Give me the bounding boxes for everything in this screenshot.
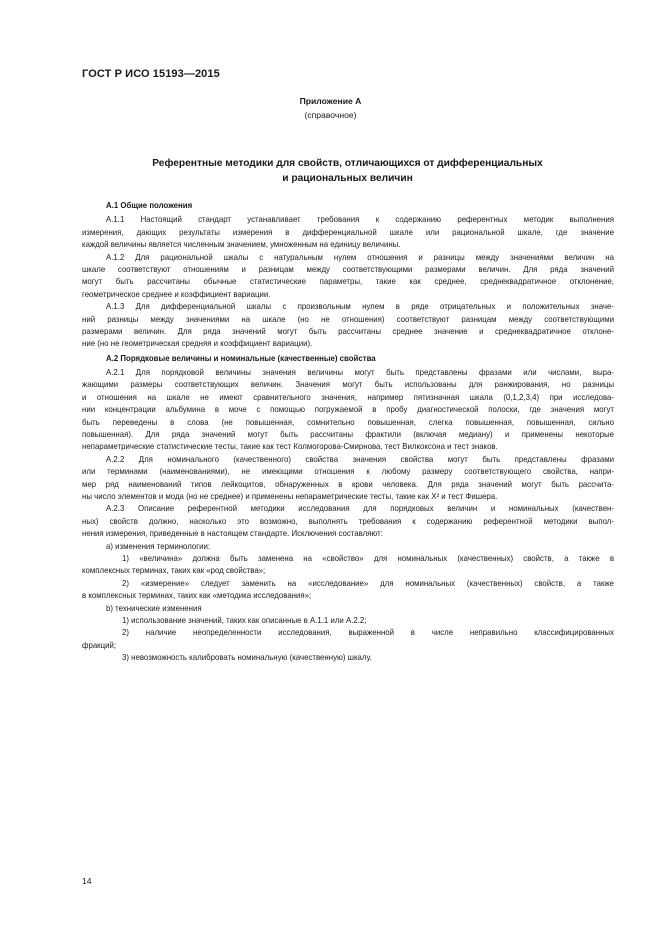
text-line: 1) использование значений, таких как описанные в А.1.1 или А.2.2; [122, 615, 367, 625]
text-line: b) технические изменения [106, 603, 202, 613]
text-line: А.2.2 Для номинального (качественного) свойства значения свойства могут быть представлены фразами [106, 454, 614, 464]
text-line: ний разницы между значениями на шкале (но не отношения) соответствуют разницам между соответствующими [82, 314, 614, 324]
text-line: 2) «измерение» следует заменить на «исследование» для номинальных (качественных) свойств, а также [122, 578, 614, 588]
text-line: шкале соответствуют отношениям и разницам между соответствующими размерами величин. Для ряда значений [82, 264, 614, 274]
text-line: А.1.3 Для дифференциальной шкалы с произвольным нулем в ряде отрицательных и положительных значе- [106, 302, 614, 312]
section-heading: А.2 Порядковые величины и номинальные (качественные) свойства [106, 353, 376, 363]
annex-heading [100, 156, 595, 186]
annex-type: (справочное) [304, 110, 357, 120]
text-line: а) изменения терминологии: [106, 541, 211, 551]
text-line: размерами величин. Для ряда значений могут быть рассчитаны среднее значение и среднеквадратичное отклоне- [82, 326, 614, 336]
text-line: быть переведены в слова (не повышенная, сомнительно повышенная, слегка повышенная, повышенная, сильно [82, 417, 614, 427]
text-line: непараметрические статистические тесты, такие как тест Колмогорова-Смирнова, тест Вилкоксона и тест знаков. [82, 442, 498, 452]
text-line: фракций; [82, 640, 117, 650]
text-line: жающими размеры соответствующих величин. Значения могут быть использованы для ранжирования, но разницы [82, 380, 614, 390]
text-line: каждой величины является численным значением, умноженным на единицу величины. [82, 240, 401, 250]
annex-heading-line-1: Референтные методики для свойств, отличающихся от дифференциальных [152, 158, 543, 169]
annex-heading-line-2: и рациональных величин [282, 173, 413, 184]
text-line: могут быть рассчитаны обычные статистические параметры, такие как среднее, среднеквадратичное отклонение, [82, 277, 614, 287]
text-line: и отношения на шкале не имеют сравнительного значения, например пятизначная шкала (0,1,2,3,4) при исследова- [82, 392, 614, 402]
text-line: нения измерения, приведенные в настоящем стандарте. Исключения составляют: [82, 529, 383, 539]
text-line: 1) «величина» должна быть заменена на «свойство» для номинальных (качественных) свойств, а также в [122, 553, 614, 563]
text-line: 2) наличие неопределенности исследования, выраженной в числе неправильно классифицированных [122, 628, 614, 638]
text-line: А.2.3 Описание референтной методики исследования для порядковых величин и номинальных (качествен- [106, 504, 614, 514]
text-line: комплексных терминах, таких как «род свойства»; [82, 566, 266, 576]
text-line: мер ряд наименований типов лейкоцитов, обнаруженных в крови человека. Для ряда значений могут быть рассчита- [82, 479, 614, 489]
text-line: ных) свойств должно, насколько это возможно, выполнять требования к содержанию референтной методики выпол- [82, 516, 614, 526]
text-line: 3) невозможность калибровать номинальную (качественную) шкалу. [122, 653, 372, 663]
text-line: А.2.1 Для порядковой величины значения величины могут быть представлены фразами или числами, выра- [106, 368, 614, 378]
text-line: А.1.1 Настоящий стандарт устанавливает требования к содержанию референтных методик выполнения [106, 215, 614, 225]
annex-title: Приложение А [299, 96, 362, 106]
section-heading: А.1 Общие положения [106, 201, 193, 210]
text-line: А.1.2 Для рациональной шкалы с натуральным нулем отношения и разницы между значениями величин на [106, 252, 614, 262]
text-line: нии концентрации альбумина в моче с помощью погружаемой в пробу диагностической полоски, где значения могут [82, 405, 614, 415]
text-line: повышенная). Для ряда значений могут быть рассчитаны фрактили (включая медиану) и применены некоторые [82, 430, 614, 440]
text-line: в комплексных терминах, таких как «методика исследования»; [82, 591, 312, 601]
text-line: геометрическое среднее и коэффициент вариации. [82, 289, 271, 299]
text-line: измерения, дающих результаты измерения в дифференциальной шкале или рациональной шкале, где значение [82, 227, 614, 237]
text-line: или терминами (наименованиями), не имеющими отношения к любому размеру соответствующего свойства, напри- [82, 467, 614, 477]
document-header: ГОСТ Р ИСО 15193—2015 [82, 68, 220, 80]
document-body [82, 200, 614, 664]
text-line: ние (но не геометрическая средняя и коэффициент вариации). [82, 339, 313, 349]
page-number: 14 [82, 876, 92, 886]
text-line: ны число элементов и мода (но не среднее) и применены непараметрические тесты, такие как X² и тест Фишера. [82, 491, 498, 501]
